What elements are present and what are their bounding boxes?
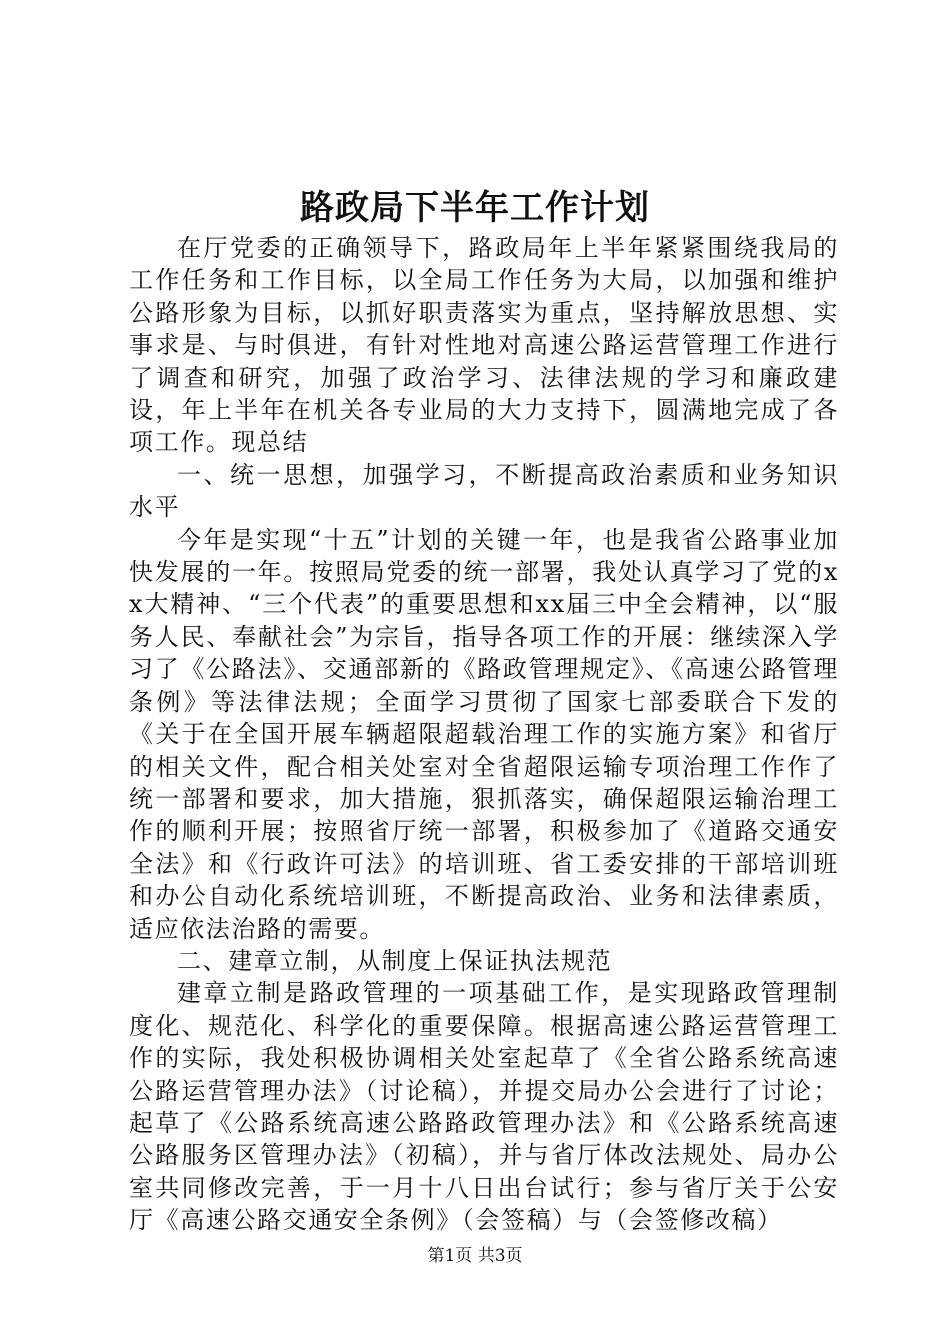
page-footer: 第1页 共3页 xyxy=(427,1246,523,1266)
section-heading-1: 一、统一思想，加强学习，不断提高政治素质和业务知识水平 xyxy=(129,460,839,522)
paragraph-section-1: 今年是实现“十五”计划的关键一年，也是我省公路事业加快发展的一年。按照局党委的统一部署，我处认真学习了党的xx大精神、“三个代表”的重要思想和xx届三中全会精神，以“服务人民、奉献社会”为宗旨，指导各项工作的开展：继续深入学习了《公路法》、交通部新的《路政管理规定》、《高速公路管理条例》等法律法规；全面学习贯彻了国家七部委联合下发的《关于在全国开展车辆超限超载治理工作的实施方案》和省厅的相关文件，配合相关处室对全省超限运输专项治理工作作了统一部署和要求，加大措施，狠抓落实，确保超限运输治理工作的顺利开展；按照省厅统一部署，积极参加了《道路交通安全法》和《行政许可法》的培训班、省工委安排的干部培训班和办公自动化系统培训班，不断提高政治、业务和法律素质，适应依法治路的需要。 xyxy=(129,525,839,943)
document-title: 路政局下半年工作计划 xyxy=(300,188,650,228)
paragraph-intro: 在厅党委的正确领导下，路政局年上半年紧紧围绕我局的工作任务和工作目标，以全局工作任务为大局，以加强和维护公路形象为目标，以抓好职责落实为重点，坚持解放思想、实事求是、与时俱进，有针对性地对高速公路运营管理工作进行了调查和研究，加强了政治学习、法律法规的学习和廉政建设，年上半年在机关各专业局的大力支持下，圆满地完成了各项工作。现总结 xyxy=(129,234,839,457)
paragraph-section-2: 建章立制是路政管理的一项基础工作，是实现路政管理制度化、规范化、科学化的重要保障。根据高速公路运营管理工作的实际，我处积极协调相关处室起草了《全省公路系统高速公路运营管理办法》（讨论稿），并提交局办公会进行了讨论；起草了《公路系统高速公路路政管理办法》和《公路系统高速公路服务区管理办法》（初稿），并与省厅体改法规处、局办公室共同修改完善，于一月十八日出台试行；参与省厅关于公安厅《高速公路交通安全条例》（会签稿）与（会签修改稿） xyxy=(129,979,839,1235)
document-body xyxy=(129,232,839,1237)
section-heading-2: 二、建章立制，从制度上保证执法规范 xyxy=(177,946,613,975)
